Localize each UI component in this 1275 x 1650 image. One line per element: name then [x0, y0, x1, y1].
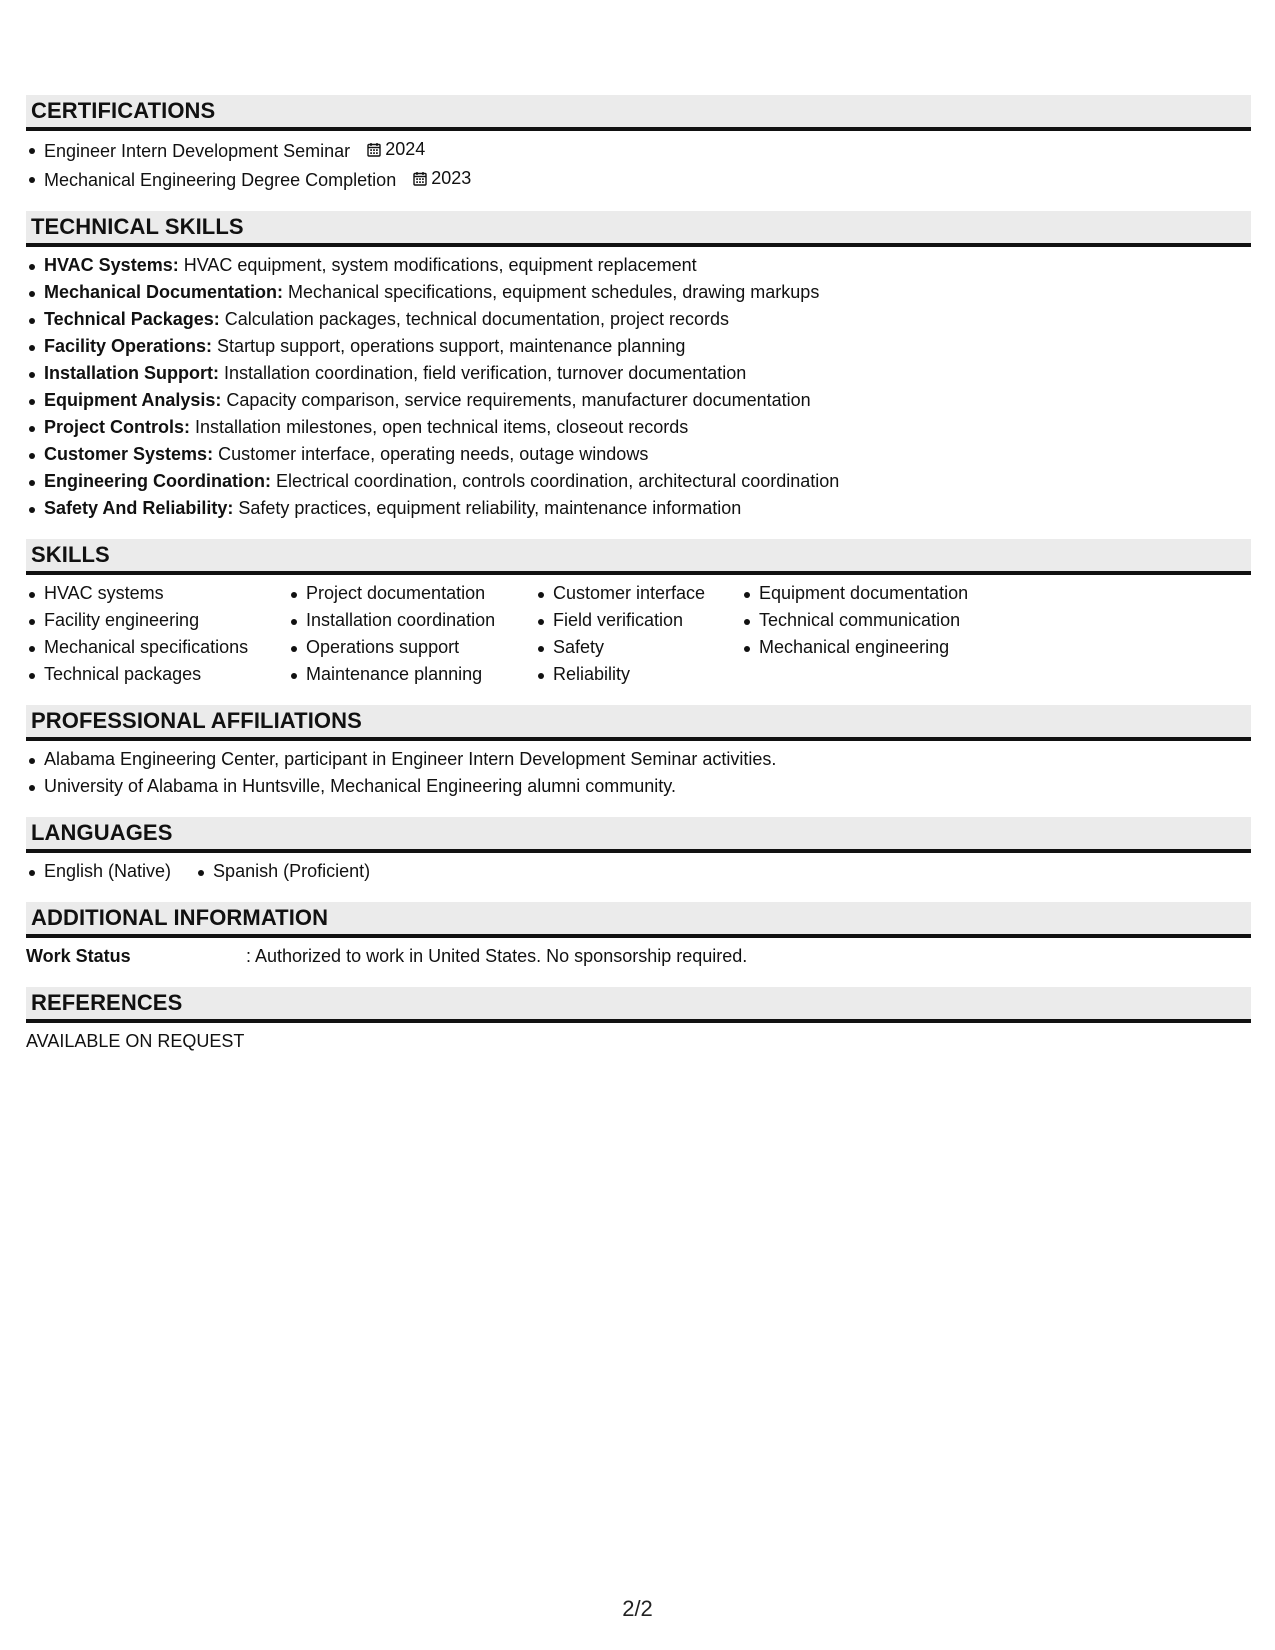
technical-skill-item [26, 414, 1251, 441]
skill-item: Installation coordination [288, 607, 535, 634]
technical-skill-label: HVAC Systems: [44, 255, 179, 275]
technical-skill-text: Mechanical specifications, equipment schedules, drawing markups [283, 282, 820, 302]
certifications-section [26, 95, 1251, 194]
resume-page [26, 95, 1251, 1072]
certification-date: 2023 [431, 168, 472, 188]
technical-skill-text: Electrical coordination, controls coordination, architectural coordination [271, 471, 840, 491]
skill-item: Technical communication [741, 607, 1001, 634]
technical-skill-label: Engineering Coordination: [44, 471, 271, 491]
language-item: English (Native) [26, 858, 171, 885]
skills-section [26, 539, 1251, 688]
affiliations-heading: PROFESSIONAL AFFILIATIONS [26, 705, 1251, 741]
technical-skills-heading: TECHNICAL SKILLS [26, 211, 1251, 247]
skill-item: Maintenance planning [288, 661, 535, 688]
technical-skill-label: Facility Operations: [44, 336, 213, 356]
references-section [26, 987, 1251, 1055]
affiliations-list [26, 746, 1251, 800]
skill-item: Field verification [535, 607, 741, 634]
skill-item: Project documentation [288, 580, 535, 607]
technical-skill-text: Customer interface, operating needs, outage windows [213, 444, 649, 464]
affiliation-item: University of Alabama in Huntsville, Mechanical Engineering alumni community. [26, 773, 1251, 800]
technical-skill-label: Customer Systems: [44, 444, 214, 464]
additional-info-heading: ADDITIONAL INFORMATION [26, 902, 1251, 938]
technical-skill-item [26, 495, 1251, 522]
certifications-heading: CERTIFICATIONS [26, 95, 1251, 131]
certification-item [26, 136, 1251, 165]
technical-skill-label: Safety And Reliability: [44, 498, 234, 518]
technical-skill-item [26, 468, 1251, 495]
info-value: : Authorized to work in United States. No sponsorship required. [246, 946, 748, 966]
skills-column [741, 580, 1001, 688]
technical-skill-item [26, 333, 1251, 360]
skill-item: Facility engineering [26, 607, 288, 634]
info-row [26, 943, 1251, 970]
skill-item: Operations support [288, 634, 535, 661]
skills-column [535, 580, 741, 688]
technical-skill-label: Equipment Analysis: [44, 390, 222, 410]
skills-heading: SKILLS [26, 539, 1251, 575]
technical-skill-item [26, 279, 1251, 306]
technical-skill-item [26, 360, 1251, 387]
skills-grid [26, 580, 1251, 688]
calendar-icon [413, 171, 427, 186]
technical-skill-text: Capacity comparison, service requirements, manufacturer documentation [221, 390, 811, 410]
language-item: Spanish (Proficient) [195, 858, 370, 885]
skills-column [26, 580, 288, 688]
certification-name: Engineer Intern Development Seminar [44, 141, 351, 161]
skill-item: Safety [535, 634, 741, 661]
technical-skill-label: Technical Packages: [44, 309, 220, 329]
technical-skill-text: Startup support, operations support, maintenance planning [212, 336, 686, 356]
references-heading: REFERENCES [26, 987, 1251, 1023]
technical-skills-section [26, 211, 1251, 522]
affiliations-section [26, 705, 1251, 800]
technical-skill-text: Installation milestones, open technical items, closeout records [190, 417, 689, 437]
technical-skill-item [26, 441, 1251, 468]
technical-skill-text: Safety practices, equipment reliability, maintenance information [233, 498, 742, 518]
languages-section [26, 817, 1251, 885]
skill-item: Equipment documentation [741, 580, 1001, 607]
certification-date-wrap [413, 165, 471, 192]
technical-skill-item [26, 252, 1251, 279]
certification-date-wrap [367, 136, 425, 163]
skills-column [288, 580, 535, 688]
technical-skill-text: HVAC equipment, system modifications, equipment replacement [178, 255, 697, 275]
languages-list [26, 858, 1251, 885]
calendar-icon [367, 142, 381, 157]
skill-item: Customer interface [535, 580, 741, 607]
technical-skill-label: Mechanical Documentation: [44, 282, 284, 302]
skill-item: Technical packages [26, 661, 288, 688]
certifications-list [26, 136, 1251, 194]
technical-skills-list [26, 252, 1251, 522]
languages-heading: LANGUAGES [26, 817, 1251, 853]
technical-skill-label: Installation Support: [44, 363, 219, 383]
skill-item: Mechanical specifications [26, 634, 288, 661]
skill-item: Reliability [535, 661, 741, 688]
technical-skill-label: Project Controls: [44, 417, 191, 437]
technical-skill-item [26, 306, 1251, 333]
technical-skill-item [26, 387, 1251, 414]
info-key: Work Status [26, 946, 131, 966]
skill-item: HVAC systems [26, 580, 288, 607]
page-number: 2/2 [622, 1596, 653, 1621]
additional-info-section [26, 902, 1251, 970]
technical-skill-text: Installation coordination, field verification, turnover documentation [219, 363, 747, 383]
certification-name: Mechanical Engineering Degree Completion [44, 170, 397, 190]
references-text: AVAILABLE ON REQUEST [26, 1031, 245, 1051]
skill-item: Mechanical engineering [741, 634, 1001, 661]
technical-skill-text: Calculation packages, technical documentation, project records [219, 309, 730, 329]
certification-date: 2024 [385, 139, 426, 159]
affiliation-item: Alabama Engineering Center, participant in Engineer Intern Development Seminar activities. [26, 746, 1251, 773]
certification-item [26, 165, 1251, 194]
